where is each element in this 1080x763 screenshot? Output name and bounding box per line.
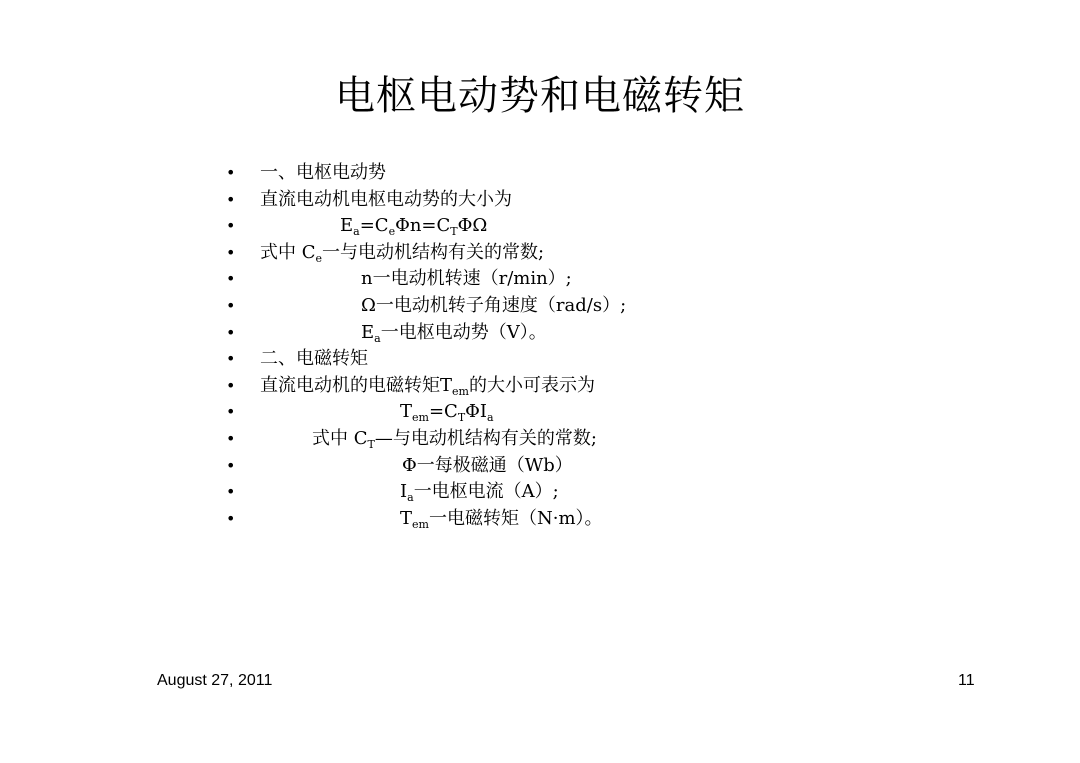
bullet-item xyxy=(226,213,926,240)
bullet-item xyxy=(226,293,926,320)
bullet-item xyxy=(226,373,926,400)
section-heading-torque: 二、电磁转矩 xyxy=(260,348,368,370)
definition-ea: $E_a$一电枢电动势（V）。 xyxy=(361,321,547,345)
bullet-icon: • xyxy=(226,189,236,209)
bullet-icon: • xyxy=(226,295,236,315)
bullet-icon: • xyxy=(226,402,236,422)
bullet-item xyxy=(226,346,926,373)
definition-ia: $I_a$一电枢电流（A）; xyxy=(400,481,559,505)
bullet-icon: • xyxy=(226,322,236,342)
bullet-icon: • xyxy=(226,428,236,448)
definition-omega: Ω一电动机转子角速度（rad/s）; xyxy=(361,294,627,316)
page-number: 11 xyxy=(958,672,975,689)
bullet-list xyxy=(226,160,926,532)
definition-phi: Φ一每极磁通（Wb） xyxy=(402,454,573,476)
torque-formula: $T_{em}=C_T\Phi I_a$ xyxy=(400,401,494,425)
bullet-icon: • xyxy=(226,482,236,502)
bullet-item xyxy=(226,399,926,426)
bullet-icon: • xyxy=(226,269,236,289)
definition-tem: $T_{em}$一电磁转矩（N·m）。 xyxy=(400,507,603,531)
bullet-icon: • xyxy=(226,508,236,528)
body-text: 直流电动机电枢电动势的大小为 xyxy=(260,188,512,210)
section-heading-emf: 一、电枢电动势 xyxy=(260,162,386,183)
footer-date: August 27, 2011 xyxy=(157,672,273,689)
bullet-icon: • xyxy=(226,375,236,395)
bullet-item xyxy=(226,266,926,293)
bullet-item xyxy=(226,479,926,506)
definition-n: n一电动机转速（r/min）; xyxy=(361,268,572,290)
bullet-item xyxy=(226,187,926,214)
bullet-icon: • xyxy=(226,163,236,182)
bullet-item xyxy=(226,506,926,533)
bullet-item xyxy=(226,453,926,480)
bullet-icon: • xyxy=(226,349,236,369)
emf-formula: $E_a=C_e\Phi n=C_T\Phi\Omega$ xyxy=(340,215,488,239)
bullet-item xyxy=(226,160,926,187)
bullet-icon: • xyxy=(226,455,236,475)
bullet-item xyxy=(226,240,926,267)
definition-ce: 式中 $C_e$一与电动机结构有关的常数; xyxy=(260,241,545,265)
slide-title: 电枢电动势和电磁转矩 xyxy=(335,73,745,119)
bullet-icon: • xyxy=(226,216,236,236)
body-text: 直流电动机的电磁转矩$T_{em}$的大小可表示为 xyxy=(260,374,595,398)
bullet-item xyxy=(226,426,926,453)
definition-ct: 式中 $C_T—$与电动机结构有关的常数; xyxy=(312,427,597,451)
bullet-item xyxy=(226,320,926,347)
bullet-icon: • xyxy=(226,242,236,262)
